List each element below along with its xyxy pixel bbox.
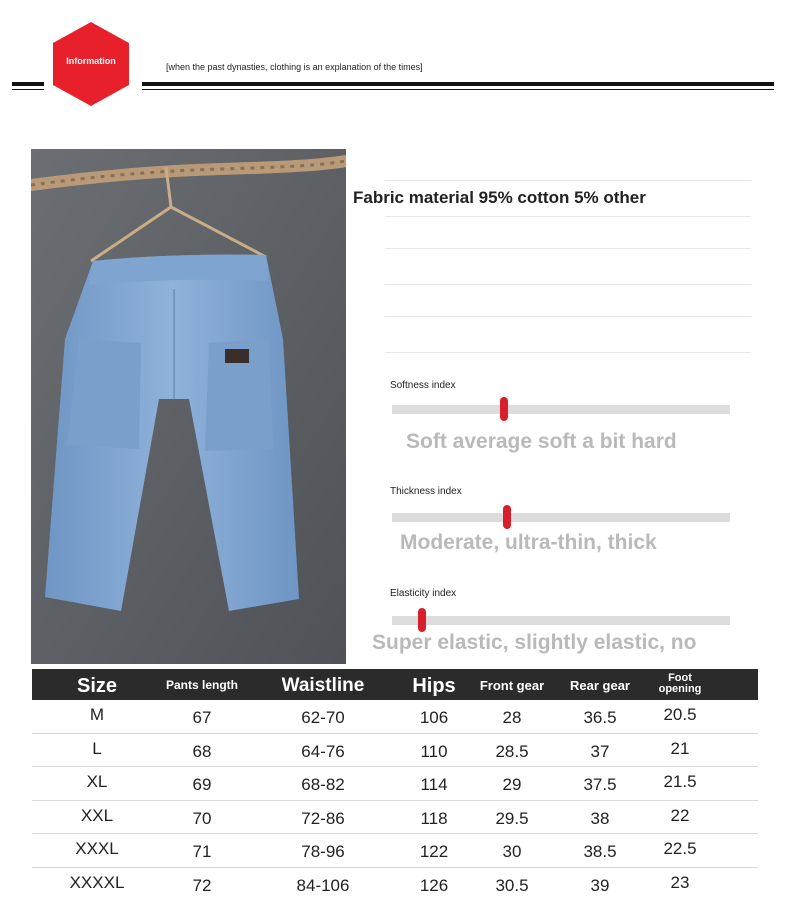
cell-hips: 118 (420, 808, 448, 828)
softness-index-track (392, 405, 730, 414)
cell-foot-opening: 21.5 (663, 772, 697, 791)
header-waistline: Waistline (281, 675, 365, 696)
elasticity-index-track (392, 616, 730, 625)
header-hips: Hips (412, 675, 456, 697)
cell-foot-opening: 21 (670, 738, 690, 758)
cell-front-gear: 29 (502, 775, 522, 794)
cell-front-gear: 30.5 (495, 875, 529, 895)
cell-foot-opening: 22.5 (663, 839, 697, 858)
header-front-gear: Front gear (479, 678, 545, 693)
thickness-index-track (392, 513, 730, 522)
cell-pants-length: 68 (192, 741, 212, 761)
divider (385, 216, 751, 217)
thickness-index-label: Thickness index (390, 486, 462, 497)
header-rule-left-thin (12, 89, 44, 90)
cell-pants-length: 70 (192, 808, 212, 828)
header-foot-opening: Foot opening (658, 672, 702, 695)
cell-foot-opening: 22 (670, 805, 690, 825)
cell-waistline: 68-82 (301, 775, 345, 794)
cell-rear-gear: 39 (590, 875, 610, 895)
cell-size: M (89, 705, 105, 724)
softness-index-scale: Soft average soft a bit hard (406, 430, 677, 453)
cell-front-gear: 30 (502, 842, 522, 861)
cell-pants-length: 71 (192, 842, 212, 861)
elasticity-index-label: Elasticity index (390, 588, 457, 599)
cell-pants-length: 72 (192, 875, 212, 895)
divider (385, 180, 751, 181)
cell-waistline: 64-76 (301, 741, 345, 761)
cell-front-gear: 29.5 (495, 808, 529, 828)
cell-size: XXXXL (69, 872, 125, 892)
elasticity-index-marker (418, 608, 426, 632)
cell-front-gear: 28 (502, 708, 522, 727)
header-rear-gear: Rear gear (570, 678, 630, 693)
cell-foot-opening: 23 (670, 872, 690, 892)
elasticity-index-scale: Super elastic, slightly elastic, no (372, 631, 697, 654)
divider (385, 284, 751, 285)
cell-hips: 122 (419, 842, 449, 861)
cell-waistline: 84-106 (296, 875, 350, 895)
information-badge-label: Information (66, 56, 116, 66)
softness-index-label: Softness index (390, 380, 456, 391)
table-row-divider (32, 833, 758, 834)
header-rule-left (12, 82, 44, 86)
product-photo (31, 149, 346, 664)
cell-rear-gear: 37 (590, 741, 610, 761)
cell-size: XXXL (75, 839, 119, 858)
divider (385, 316, 751, 317)
cell-rear-gear: 38 (590, 808, 610, 828)
cell-hips: 110 (420, 741, 448, 761)
cell-size: XXL (80, 805, 114, 825)
cell-foot-opening: 20.5 (663, 705, 697, 724)
cell-rear-gear: 38.5 (583, 842, 617, 861)
header-pants-length: Pants length (165, 678, 238, 692)
cell-hips: 114 (420, 775, 448, 794)
cell-waistline: 72-86 (301, 808, 345, 828)
softness-index-marker (500, 397, 508, 421)
cell-size: L (92, 738, 102, 758)
header-rule-right-thin (142, 89, 774, 90)
table-row-divider (32, 867, 758, 868)
header-size: Size (76, 675, 118, 697)
divider (385, 248, 751, 249)
cell-waistline: 78-96 (301, 842, 345, 861)
cell-hips: 106 (419, 708, 449, 727)
cell-hips: 126 (419, 875, 449, 895)
cell-rear-gear: 36.5 (583, 708, 617, 727)
cell-waistline: 62-70 (301, 708, 345, 727)
table-row-divider (32, 800, 758, 801)
fabric-material: Fabric material 95% cotton 5% other (353, 188, 646, 207)
cell-pants-length: 67 (192, 708, 212, 727)
table-row-divider (32, 766, 758, 767)
cell-front-gear: 28.5 (495, 741, 529, 761)
thickness-index-scale: Moderate, ultra-thin, thick (400, 531, 657, 554)
cell-rear-gear: 37.5 (583, 775, 617, 794)
cell-pants-length: 69 (192, 775, 212, 794)
divider (385, 352, 751, 353)
header-rule-right (142, 82, 774, 86)
thickness-index-marker (503, 505, 511, 529)
cell-size: XL (86, 772, 108, 791)
table-row-divider (32, 733, 758, 734)
header-tagline: [when the past dynasties, clothing is an explanation of the times] (166, 62, 423, 72)
